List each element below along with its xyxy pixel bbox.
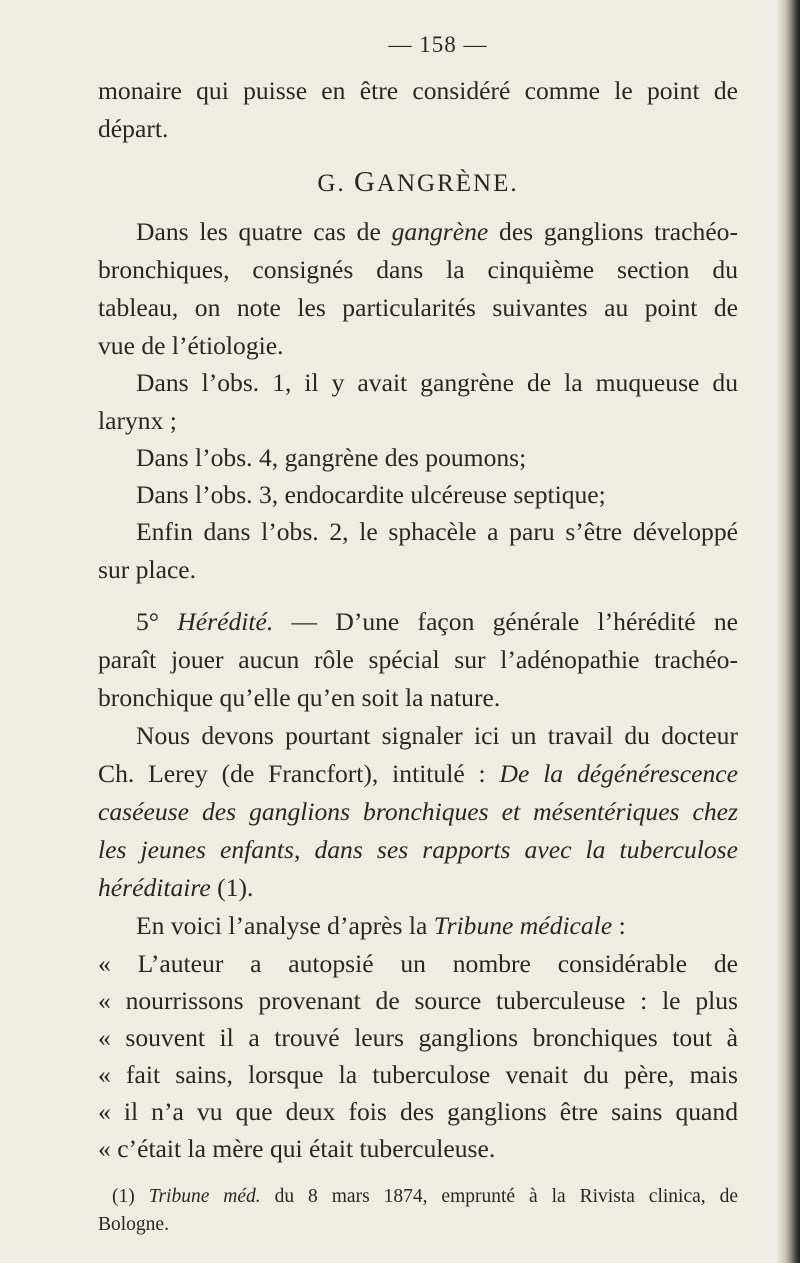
text-run: Ch. Lerey (de Francfort), intitulé : (98, 759, 500, 788)
text-run: En voici l’analyse d’après la (136, 911, 434, 940)
italic-run: Tribune méd. (148, 1186, 261, 1207)
text-line: Dans l’obs. 1, il y avait gangrène de la muqueuse du (136, 368, 738, 397)
quote-line: « L’auteur a autopsié un nombre considérable de (98, 949, 738, 978)
quote-line: « il n’a vu que deux fois des ganglions être sains quand (98, 1097, 738, 1126)
text-line (98, 755, 738, 793)
text-line: vue de l’étiologie. (98, 331, 284, 360)
text-line: sur place. (98, 555, 197, 584)
text-line: bronchiques, consignés dans la cinquième section du (98, 255, 738, 284)
italic-run: caséeuse des ganglions bronchiques et mésentériques chez (98, 797, 738, 826)
text-run: Dans les quatre cas de (136, 217, 392, 246)
italic-run: les jeunes enfants (98, 835, 294, 864)
italic-run: gangrène (391, 217, 489, 246)
text-line: larynx ; (98, 406, 177, 435)
section-heading (98, 163, 738, 201)
italic-run: héréditaire (98, 873, 211, 902)
text-run: : (612, 911, 626, 940)
quote-line: « souvent il a trouvé leurs ganglions bronchiques tout à (98, 1023, 738, 1052)
quote-line: « fait sains, lorsque la tuberculose venait du père, mais (98, 1060, 738, 1089)
text-line (136, 603, 738, 641)
quote-line: « nourrissons provenant de source tuberculeuse : le plus (98, 986, 738, 1015)
italic-run: Hérédité. (177, 607, 274, 636)
text-line: paraît jouer aucun rôle spécial sur l’adénopathie trachéo- (98, 645, 738, 674)
text-run: — D’une façon générale l’hérédité ne (273, 607, 738, 636)
text-run: (1). (210, 873, 254, 902)
footnote-line: Bologne. (98, 1214, 169, 1235)
text-run: du 8 mars 1874, emprunté à la Rivista clinica, de (260, 1186, 738, 1207)
quote-line: « c’était la mère qui était tuberculeuse. (98, 1134, 496, 1163)
page-number: — 158 — (388, 32, 488, 57)
footnote-line (112, 1182, 738, 1211)
text-line: Dans l’obs. 3, endocardite ulcéreuse septique; (136, 480, 606, 509)
text-line: monaire qui puisse en être considéré comme le point de (98, 76, 738, 105)
text-line: tableau, on note les particularités suivantes au point de (98, 293, 738, 322)
text-line (136, 213, 738, 251)
heading-letter: G. (317, 170, 346, 197)
heading-initial: G (353, 166, 377, 198)
book-spine-shadow (778, 0, 800, 1263)
text-line: Nous devons pourtant signaler ici un travail du docteur (136, 721, 738, 750)
section-number: 5° (136, 607, 160, 636)
text-line (136, 907, 738, 945)
text-line: bronchique qu’elle qu’en soit la nature. (98, 683, 501, 712)
text-line (98, 793, 738, 831)
italic-run: dans ses rapports avec la tuberculose (314, 835, 739, 864)
text-line: départ. (98, 114, 169, 143)
italic-run: De la dégénérescence (499, 759, 738, 788)
text-line: Enfin dans l’obs. 2, le sphacèle a paru s’être développé (136, 517, 738, 546)
text-line (98, 869, 738, 907)
footnote-number: (1) (112, 1186, 149, 1207)
italic-run: Tribune médicale (433, 911, 613, 940)
text-run: des ganglions trachéo- (488, 217, 738, 246)
text-line: Dans l’obs. 4, gangrène des poumons; (136, 443, 527, 472)
text-line (98, 831, 738, 869)
heading-title-rest: ANGRÈNE. (376, 170, 519, 197)
text-run: , (293, 835, 315, 864)
